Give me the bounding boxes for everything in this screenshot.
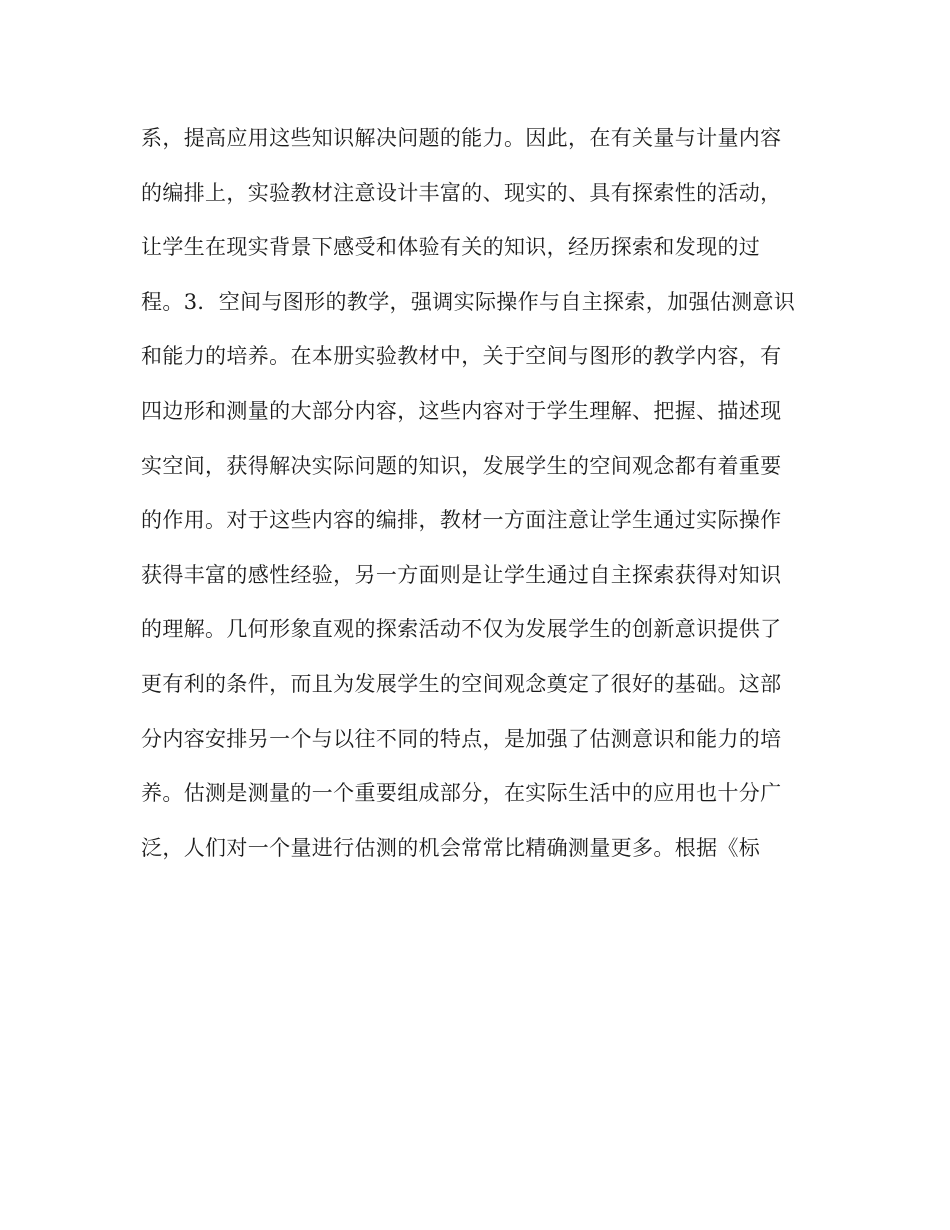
text-line: 分内容安排另一个与以往不同的特点，是加强了估测意识和能力的培 bbox=[141, 726, 782, 751]
text-line: 养。估测是测量的一个重要组成部分，在实际生活中的应用也十分广 bbox=[141, 781, 782, 806]
text-line: 的作用。对于这些内容的编排，教材一方面注意让学生通过实际操作 bbox=[141, 508, 782, 533]
body-text bbox=[141, 123, 821, 875]
text-line: 程。3．空间与图形的教学，强调实际操作与自主探索，加强估测意识 bbox=[141, 289, 796, 314]
text-line: 实空间，获得解决实际问题的知识，发展学生的空间观念都有着重要 bbox=[141, 453, 782, 478]
text-line: 的理解。几何形象直观的探索活动不仅为发展学生的创新意识提供了 bbox=[141, 617, 782, 642]
text-line: 系，提高应用这些知识解决问题的能力。因此，在有关量与计量内容 bbox=[141, 126, 782, 150]
text-line: 泛，人们对一个量进行估测的机会常常比精确测量更多。根据《标 bbox=[141, 835, 761, 860]
text-line: 四边形和测量的大部分内容，这些内容对于学生理解、把握、描述现 bbox=[141, 398, 782, 423]
text-line: 和能力的培养。在本册实验教材中，关于空间与图形的教学内容，有 bbox=[141, 344, 782, 369]
text-line: 让学生在现实背景下感受和体验有关的知识，经历探索和发现的过 bbox=[141, 235, 761, 260]
text-line: 的编排上，实验教材注意设计丰富的、现实的、具有探索性的活动， bbox=[141, 180, 782, 205]
text-line: 获得丰富的感性经验，另一方面则是让学生通过自主探索获得对知识 bbox=[141, 562, 782, 587]
text-line: 更有利的条件，而且为发展学生的空间观念奠定了很好的基础。这部 bbox=[141, 671, 782, 696]
